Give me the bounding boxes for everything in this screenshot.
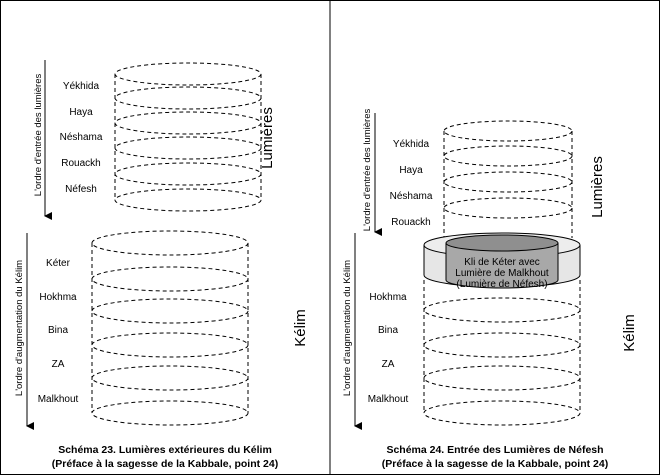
right-light-label: Néshama bbox=[389, 191, 433, 202]
left-kelim-title: Kélim bbox=[292, 309, 309, 347]
left-caption-line1: Schéma 23. Lumières extérieures du Kélim bbox=[58, 444, 272, 456]
right-kli-label: Hokhma bbox=[369, 292, 407, 303]
left-kli-label: Bina bbox=[47, 325, 69, 336]
right-light-label: Yékhida bbox=[392, 139, 430, 150]
left-light-label: Yékhida bbox=[62, 81, 100, 92]
right-lights-axis-label: L'ordre d'entrée des lumières bbox=[362, 108, 373, 232]
right-kli-label: ZA bbox=[381, 359, 395, 370]
left-light-label: Rouackh bbox=[61, 158, 101, 169]
left-lights-axis-label: L'ordre d'entrée des lumières bbox=[33, 73, 44, 197]
right-lights-title: Lumières bbox=[589, 156, 606, 218]
left-caption-line2: (Préface à la sagesse de la Kabbale, point 24) bbox=[51, 458, 279, 470]
left-lights-title: Lumières bbox=[259, 107, 276, 169]
right-kli-label: Bina bbox=[377, 325, 399, 336]
right-kli-label: Malkhout bbox=[367, 394, 409, 405]
right-caption-line2: (Préface à la sagesse de la Kabbale, point 24) bbox=[381, 458, 609, 470]
left-kelim-cylinder bbox=[92, 231, 248, 425]
left-kli-label: Hokhma bbox=[39, 292, 77, 303]
left-panel bbox=[14, 60, 309, 470]
right-caption-line1: Schéma 24. Entrée des Lumières de Néfesh bbox=[386, 444, 604, 456]
right-kelim-cylinder bbox=[424, 280, 580, 425]
left-kli-label: Malkhout bbox=[37, 394, 79, 405]
keter-box-line3: (Lumière de Néfesh) bbox=[456, 279, 548, 290]
left-light-label: Néshama bbox=[59, 132, 103, 143]
left-lights-cylinder bbox=[115, 63, 261, 211]
right-kelim-title: Kélim bbox=[621, 314, 638, 352]
right-lights-cylinder bbox=[444, 121, 572, 238]
keter-box-line2: Lumière de Malkhout bbox=[455, 268, 549, 279]
right-light-label: Rouackh bbox=[391, 217, 431, 228]
left-kli-label: Kéter bbox=[46, 258, 70, 269]
left-kli-label: ZA bbox=[51, 359, 65, 370]
left-light-label: Néfesh bbox=[65, 184, 97, 195]
keter-box-line1: Kli de Kéter avec bbox=[464, 257, 540, 268]
right-panel bbox=[342, 109, 638, 470]
right-light-label: Haya bbox=[399, 165, 423, 176]
left-kelim-axis-label: L'ordre d'augmentation du Kélim bbox=[14, 259, 25, 397]
left-light-label: Haya bbox=[69, 107, 93, 118]
right-kelim-axis-label: L'ordre d'augmentation du Kélim bbox=[342, 259, 353, 397]
